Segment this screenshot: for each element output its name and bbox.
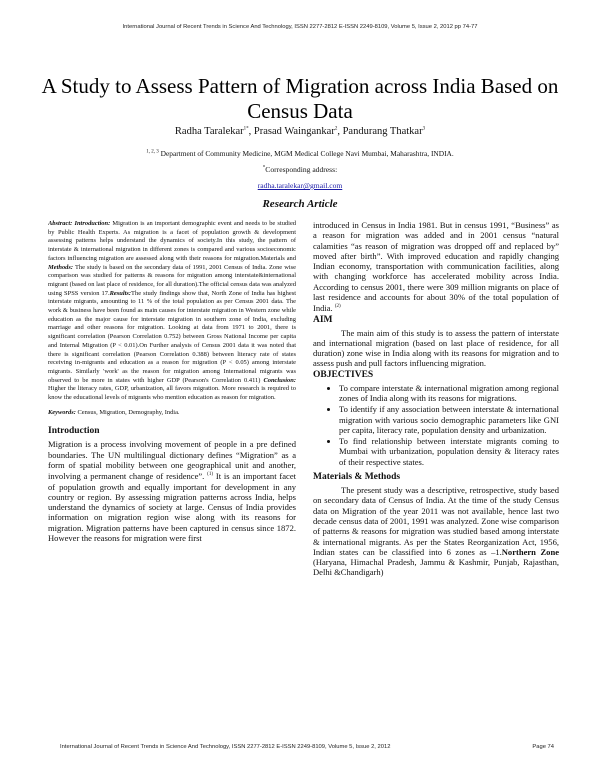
keywords-label: Keywords: bbox=[48, 408, 76, 416]
intro-cont-text: introduced in Census in India 1981. But in census 1991, “Business” as a reason for migration was added and in 2001 census “natural calamities “as reason of migration was dropped off and replaced by” moved after birth”. With improved education and rapidly changing Indian economy, transportation with communication facilities, along with changing workforce has accelerated mobility across India. According to census 2001, there were 309 million migrants on place of last residence and accounts for about 30% of the total population of India. bbox=[313, 220, 559, 314]
corresponding-sup: * bbox=[262, 165, 266, 171]
objective-item: • To identify if any association between interstate & international migration with various socio demographic parameters like GNI per capita, literacy rate, population density and urbanization. bbox=[339, 404, 559, 435]
materials-methods-text bbox=[313, 485, 559, 578]
intro-paragraph-cont: It is an important facet of population growth and equally important for development in any country or region. By assessing migration patterns across India, helps understand the dynamics of society at large. Census of India provides information on migration region wise along with its reasons for migration. Migration patterns have been captured in census since 1872. However the reasons for migration were first bbox=[48, 471, 296, 543]
author-sup: 3 bbox=[422, 126, 426, 132]
keywords-text: Census, Migration, Demography, India. bbox=[77, 408, 180, 416]
corresponding-label: Corresponding address: bbox=[265, 165, 338, 174]
citation: (1) bbox=[207, 472, 213, 478]
author-line bbox=[0, 126, 600, 137]
citation: (2) bbox=[334, 304, 341, 310]
intro-paragraph: Migration is a process involving movement of people in a pre defined boundaries. The UN multilingual dictionary defines “Migration” as a form of spatial mobility between one geographical unit and another, involving a permanent change of residence”. bbox=[48, 439, 296, 482]
author-name: Prasad Waingankar bbox=[253, 126, 335, 137]
introduction-heading: Introduction bbox=[48, 426, 100, 437]
right-column bbox=[313, 220, 559, 738]
intro-label: Introduction: bbox=[74, 220, 111, 227]
results-label: Results: bbox=[109, 289, 132, 297]
running-footer bbox=[60, 744, 554, 750]
abstract-label: Abstract: bbox=[48, 220, 73, 227]
affiliation-text: Department of Community Medicine, MGM Medical College Navi Mumbai, Maharashtra, INDIA. bbox=[160, 149, 454, 158]
abstract bbox=[48, 220, 296, 403]
objective-item: • To compare interstate & international migration among regional zones of India along with its reasons for migrations. bbox=[339, 383, 559, 404]
page-number: Page 74 bbox=[532, 744, 554, 750]
affiliation-sup: 1, 2, 3 bbox=[146, 149, 159, 155]
abstract-conclusion: Higher the literacy rates, GDP, urbanization, all favors migration. More research is required to know the educational levels of migrants who mention education as reason for migration. bbox=[48, 385, 296, 402]
author-separator: , bbox=[337, 126, 343, 137]
introduction-continued bbox=[313, 220, 559, 314]
author-sup: 1* bbox=[243, 126, 249, 132]
zone-label: Northern Zone bbox=[501, 546, 559, 557]
abstract-results: The study findings show that, North Zone of India has highest interstate migrants, amounting to 11 % of the total population as per Census 2001 data. The work & business have been found as main causes for interstate migration in Western zone while education as the major cause for interstate migration in southern zone of India, excluding marriage and other reasons for migration. Looking at data from 1971 to 2001, there is significant correlation (Pearson Correlation 0.752) between Gross National Income per capita and Internal Migration (P < 0.01).On Further analysis of Census 2001 data it was noted that there is significant correlation (Pearson Correlation 0.388) between literacy rate of states receiving in-migrants and education as a reason for migration (P < 0.05) among interstate migrants. Similarly 'work' as the reason for migration among International migrants was observed to be more in states with higher GDP (Pearson's Correlation 0.411) bbox=[48, 289, 296, 384]
author-name: Pandurang Thatkar bbox=[342, 126, 423, 137]
conclusion-label: Conclusion: bbox=[263, 376, 296, 384]
footer-journal: International Journal of Recent Trends in Science And Technology, ISSN 2277-2812 E-ISSN 2249-8109, Volume 5, Issue 2, 2012 bbox=[60, 744, 391, 750]
aim-text: The main aim of this study is to assess the pattern of interstate and international migration (based on last place of residence, for all duration) zone wise in India along with its reasons for migration and to assess push and pull factors influencing migration. bbox=[313, 327, 559, 369]
materials-methods-heading: Materials & Methods bbox=[313, 472, 401, 483]
zone-text: (Haryana, Himachal Pradesh, Jammu & Kashmir, Punjab, Rajasthan, Delhi &Chandigarh) bbox=[313, 557, 559, 578]
running-header: International Journal of Recent Trends in Science And Technology, ISSN 2277-2812 E-ISSN 2249-8109, Volume 5, Issue 2, 2012 pp 74-77 bbox=[122, 24, 478, 30]
article-title: A Study to Assess Pattern of Migration across India Based on Census Data bbox=[41, 74, 559, 123]
author-sup: 2 bbox=[334, 126, 338, 132]
aim-heading: AIM bbox=[313, 314, 333, 325]
author-name: Radha Taralekar bbox=[174, 126, 244, 137]
affiliation bbox=[0, 149, 600, 158]
article-type: Research Article bbox=[262, 198, 338, 210]
left-column bbox=[48, 220, 296, 738]
introduction-text bbox=[48, 439, 296, 543]
keywords bbox=[48, 409, 296, 418]
objectives-heading: OBJECTIVES bbox=[313, 369, 374, 380]
email-link[interactable]: radha.taralekar@gmail.com bbox=[257, 181, 343, 190]
abstract-intro: Migration is an important demographic event and needs to be studied by Public Health Experts. As migration is a facet of population growth & development assessing patterns helps understand the dynamics of society.In this study, the pattern of interstate & international migration in different zones is compared and various socioeconomic factors influencing migration are assessed along with their reasons for migration.Materials and bbox=[48, 220, 296, 262]
author-separator: , bbox=[248, 126, 254, 137]
abstract-methods: The study is based on the secondary data of 1991, 2001 Census of India. Zone wise comparison was studied for patterns & reasons for migration among interstate&international migrant (based on last place of residence, for all duration).The official census data was analyzed using SPSS version 17. bbox=[48, 263, 296, 297]
objectives-list bbox=[313, 383, 559, 467]
email-line bbox=[0, 181, 600, 190]
methods-label: Methods: bbox=[48, 263, 74, 271]
corresponding-address bbox=[0, 165, 600, 174]
mm-paragraph: The present study was a descriptive, retrospective, study based on secondary data of Census of India. At the time of the study Census data on Migration of the year 2011 was not available, hence last two decade census data of 2001, 1991 was analyzed. Zone wise comparison of patterns & reasons for migration was studied based among interstate & international migrants. As per the States Reorganization Act, 1956, Indian states can be classified into 6 zones as –1. bbox=[313, 485, 559, 557]
objective-item: • To find relationship between interstate migrants coming to Mumbai with urbanization, population density & literacy rates of their respective states. bbox=[339, 436, 559, 467]
